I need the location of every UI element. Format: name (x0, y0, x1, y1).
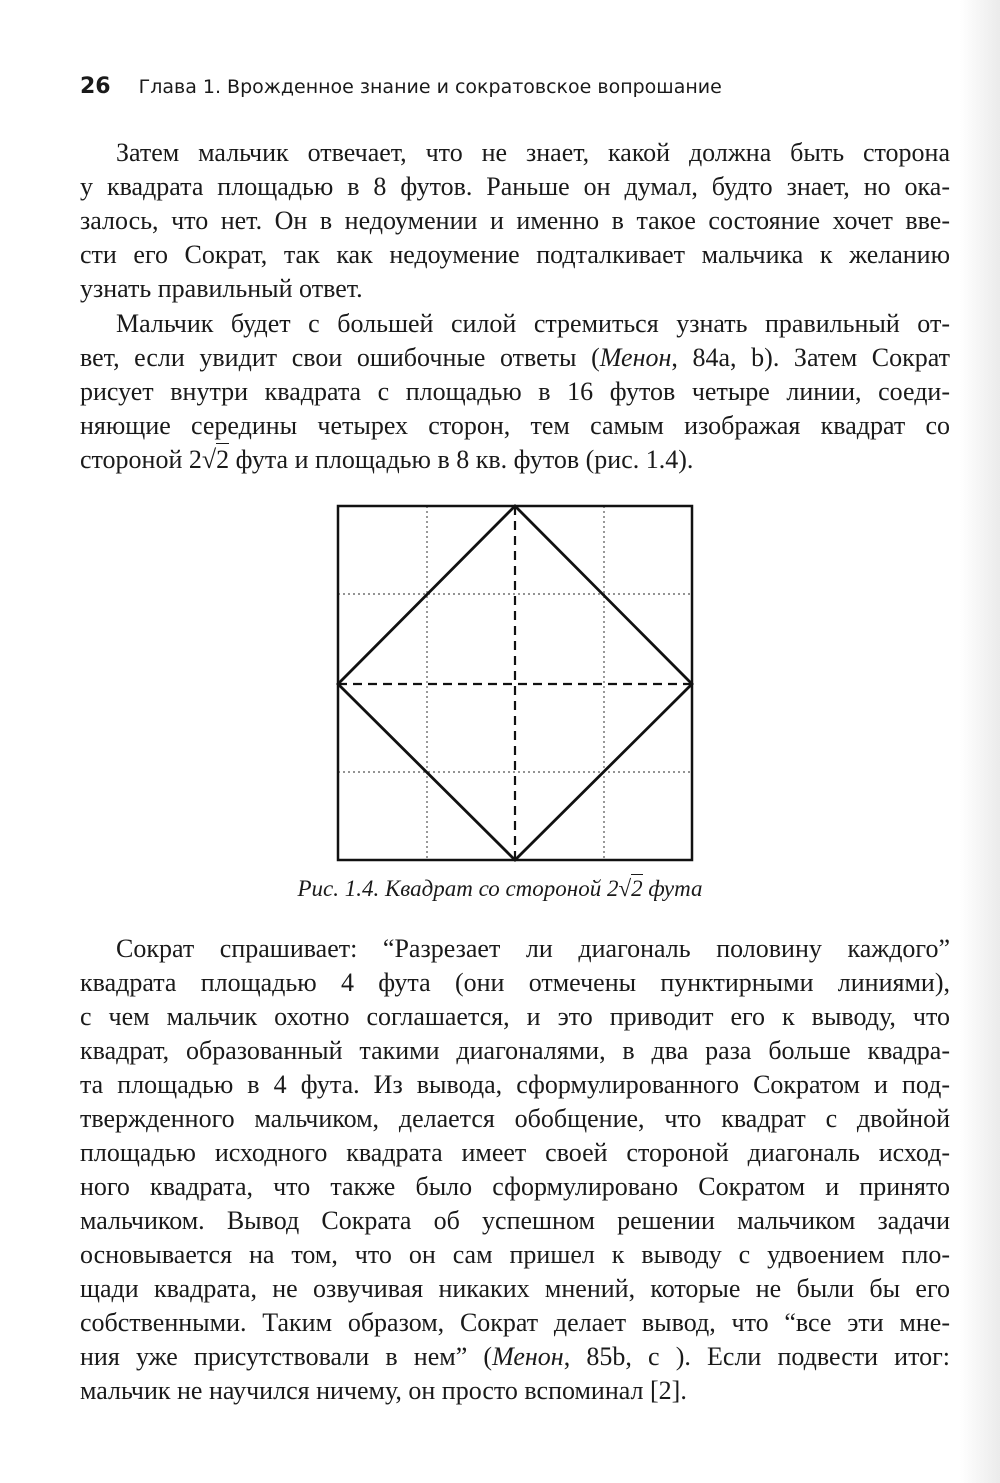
text-line: та площадью в 4 фута. Из вывода, сформулированного Сократом и под- (80, 1070, 950, 1099)
text-line: вет, если увидит свои ошибочные ответы (Менон, 84a, b). Затем Сократ (80, 343, 950, 372)
figure-caption: Рис. 1.4. Квадрат со стороной 2√2 фута (297, 876, 703, 901)
running-header (80, 74, 940, 99)
text-line: Мальчик будет с большей силой стремиться узнать правильный от- (116, 309, 950, 338)
text-line: твержденного мальчиком, делается обобщение, что квадрат с двойной (80, 1104, 950, 1133)
text-line: щади квадрата, не озвучивая никаких мнений, которые не были бы его (80, 1274, 950, 1303)
sqrt-expression: √2 (618, 876, 643, 901)
work-title: Менон (599, 343, 672, 372)
text-line: у квадрата площадью в 8 футов. Раньше он думал, будто знает, но ока- (80, 172, 950, 201)
text-line: основывается на том, что он сам пришел к выводу с удвоением пло- (80, 1240, 950, 1269)
text-line: квадрат, образованный такими диагоналями, в два раза больше квадра- (80, 1036, 950, 1065)
text-line: залось, что нет. Он в недоумении и именно в такое состояние хочет вве- (80, 206, 950, 235)
text-line: няющие середины четырех сторон, тем самым изображая квадрат со (80, 411, 950, 440)
text-line: ного квадрата, что также было сформулировано Сократом и принято (80, 1172, 950, 1201)
page-number: 26 (80, 74, 111, 99)
paragraph-3 (80, 932, 950, 1408)
text-line: ния уже присутствовали в нем” (Менон, 85b, c ). Если подвести итог: (80, 1342, 950, 1371)
sqrt-expression: √2 (201, 445, 230, 474)
page-edge-shadow (960, 0, 1000, 1483)
text-line: квадрата площадью 4 фута (они отмечены пунктирными линиями), (80, 968, 950, 997)
chapter-title: Глава 1. Врожденное знание и сократовское вопрошание (138, 76, 722, 98)
text-line: мальчик не научился ничему, он просто вспоминал [2]. (80, 1376, 687, 1405)
text-line: мальчиком. Вывод Сократа об успешном решении мальчиком задачи (80, 1206, 950, 1235)
text-line: Сократ спрашивает: “Разрезает ли диагональ половину каждого” (116, 934, 950, 963)
square-diagram (336, 504, 696, 864)
text-line: площадью исходного квадрата имеет своей стороной диагональ исход- (80, 1138, 950, 1167)
work-title: Менон (492, 1342, 564, 1371)
text-line: Затем мальчик отвечает, что не знает, какой должна быть сторона (116, 138, 950, 167)
text-line: собственными. Таким образом, Сократ делает вывод, что “все эти мне- (80, 1308, 950, 1337)
text-line: стороной 2√2 фута и площадью в 8 кв. футов (рис. 1.4). (80, 445, 694, 474)
text-line: сти его Сократ, так как недоумение подталкивает мальчика к желанию (80, 240, 950, 269)
text-line: с чем мальчик охотно соглашается, и это приводит его к выводу, что (80, 1002, 950, 1031)
text-line: рисует внутри квадрата с площадью в 16 футов четыре линии, соеди- (80, 377, 950, 406)
paragraph-1 (80, 136, 950, 306)
text-line: узнать правильный ответ. (80, 274, 363, 303)
paragraph-2 (80, 307, 950, 477)
